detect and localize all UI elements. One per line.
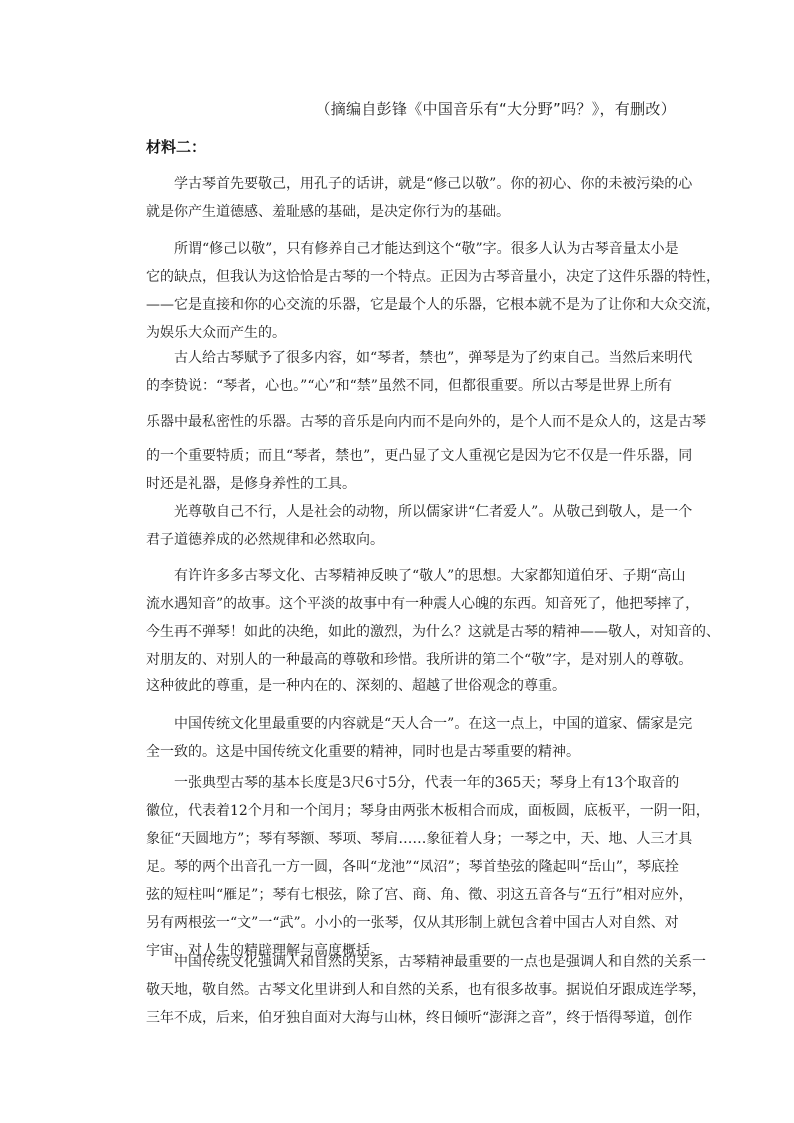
paragraph-line: 有许许多多古琴文化、古琴精神反映了“敬人”的思想。大家都知道伯牙、子期“高山 xyxy=(174,568,686,584)
paragraph xyxy=(146,562,720,674)
paragraph-line: 象征“天圆地方”；琴有琴额、琴项、琴肩……象征着人身；一琴之中，天、地、人三才具 xyxy=(146,831,693,847)
paragraph-line: 的李贽说：“琴者，心也。”“心”和“禁”虽然不同，但都很重要。所以古琴是世界上所有 xyxy=(146,378,672,394)
paragraph-line: 的一个重要特质；而且“琴者，禁也”，更凸显了文人重视它是因为它不仅是一件乐器，同 xyxy=(146,448,693,464)
paragraph-line: 为娱乐大众而产生的。 xyxy=(146,325,286,341)
paragraph xyxy=(146,344,693,400)
paragraph xyxy=(146,235,720,347)
paragraph-line: 这种彼此的尊重，是一种内在的、深刻的、超越了世俗观念的尊重。 xyxy=(146,678,566,694)
paragraph-line: 全一致的。这是中国传统文化重要的精神，同时也是古琴重要的精神。 xyxy=(146,744,580,760)
paragraph-line: ——它是直接和你的心交流的乐器，它是最个人的乐器，它根本就不是为了让你和大众交流， xyxy=(146,297,720,313)
paragraph-line: 徽位，代表着12个月和一个闰月；琴身由两张木板相合而成，面板圆，底板平，一阴一阳， xyxy=(146,803,710,819)
paragraph-line: 时还是礼器，是修身养性的工具。 xyxy=(146,476,356,492)
paragraph-line: 宇宙、对人生的精辟理解与高度概括。 xyxy=(146,943,384,959)
paragraph-line: 中国传统文化里最重要的内容就是“天人合一”。在这一点上，中国的道家、儒家是完 xyxy=(174,716,693,732)
paragraph-line: 学古琴首先要敬己，用孔子的话讲，就是“修己以敬”。你的初心、你的未被污染的心 xyxy=(174,176,693,192)
paragraph xyxy=(146,672,680,700)
paragraph-line: 它的缺点，但我认为这恰恰是古琴的一个特点。正因为古琴音量小，决定了这件乐器的特性， xyxy=(146,269,720,285)
paragraph xyxy=(146,769,710,965)
source-citation: （摘编自彭锋《中国音乐有“大分野”吗？》，有删改） xyxy=(315,100,676,118)
paragraph-line: 对朋友的、对别人的一种最高的尊敬和珍惜。我所讲的第二个“敬”字，是对别人的尊敬。 xyxy=(146,652,693,668)
paragraph xyxy=(146,408,706,436)
paragraph-line: 另有两根弦一“文”一“武”。小小的一张琴，仅从其形制上就包含着中国古人对自然、对 xyxy=(146,915,679,931)
paragraph xyxy=(146,948,706,1032)
paragraph-line: 光尊敬自己不行，人是社会的动物，所以儒家讲“仁者爱人”。从敬己到敬人，是一个 xyxy=(174,504,693,520)
paragraph-line: 今生再不弹琴！如此的决绝，如此的激烈，为什么？这就是古琴的精神——敬人，对知音的、 xyxy=(146,624,720,640)
paragraph-line: 古人给古琴赋予了很多内容，如“琴者，禁也”，弹琴是为了约束自己。当然后来明代 xyxy=(174,350,693,366)
paragraph-line: 就是你产生道德感、羞耻感的基础，是决定你行为的基础。 xyxy=(146,204,510,220)
paragraph xyxy=(146,170,693,226)
section-heading: 材料二： xyxy=(146,138,207,156)
paragraph-line: 乐器中最私密性的乐器。古琴的音乐是向内而不是向外的，是个人而不是众人的，这是古琴 xyxy=(146,414,706,430)
paragraph-line: 敬天地，敬自然。古琴文化里讲到人和自然的关系，也有很多故事。据说伯牙跟成连学琴， xyxy=(146,982,706,998)
paragraph xyxy=(146,498,693,554)
paragraph-line: 流水遇知音”的故事。这个平淡的故事中有一种震人心魄的东西。知音死了，他把琴摔了， xyxy=(146,596,700,612)
paragraph xyxy=(146,442,693,498)
paragraph-line: 中国传统文化强调人和自然的关系，古琴精神最重要的一点也是强调人和自然的关系一 xyxy=(174,954,706,970)
paragraph-line: 君子道德养成的必然规律和必然取向。 xyxy=(146,532,384,548)
paragraph-line: 弦的短柱叫“雁足”；琴有七根弦，除了宫、商、角、徵、羽这五音各与“五行”相对应外， xyxy=(146,887,693,903)
paragraph-line: 三年不成，后来，伯牙独自面对大海与山林，终日倾听“澎湃之音”，终于悟得琴道，创作 xyxy=(146,1010,693,1026)
paragraph-line: 一张典型古琴的基本长度是3尺6寸5分，代表一年的365天；琴身上有13个取音的 xyxy=(174,775,680,791)
paragraph-line: 足。琴的两个出音孔一方一圆，各叫“龙池”“凤沼”；琴首垫弦的隆起叫“岳山”，琴底拴 xyxy=(146,859,679,875)
paragraph-line: 所谓“修己以敬”，只有修养自己才能达到这个“敬”字。很多人认为古琴音量太小是 xyxy=(174,241,679,257)
paragraph xyxy=(146,710,693,766)
